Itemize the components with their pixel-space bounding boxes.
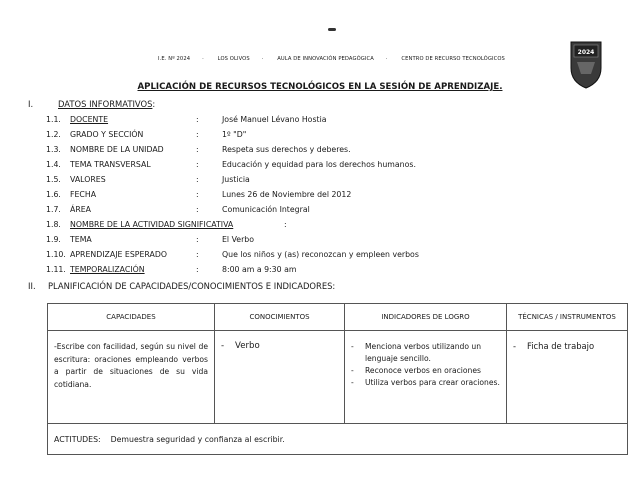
section-datos-informativos: I. DATOS INFORMATIVOS:	[28, 99, 156, 109]
aula-label: AULA DE INNOVACIÓN PEDAGÓGICA	[277, 56, 374, 62]
centro-label: CENTRO DE RECURSO TECNOLÓGICOS	[401, 56, 505, 62]
header-indicadores: INDICADORES DE LOGRO	[345, 304, 507, 331]
actitudes-label: ACTITUDES:	[54, 434, 101, 444]
header-capacidades: CAPACIDADES	[48, 304, 215, 331]
table-header-row	[48, 304, 628, 331]
table-row: -Escribe con facilidad, según su nivel de escritura: oraciones empleando verbos a partir de situaciones de su vida cotidiana. - Verbo - Menciona verbos utilizando un lenguaje sencillo. - Reconoce verbos en oraciones - Utiliza verbos para crear oraciones. - Ficha de trabajo	[48, 331, 628, 424]
section-1-label: DATOS INFORMATIVOS	[58, 99, 153, 109]
section-planificacion: II. PLANIFICACIÓN DE CAPACIDADES/CONOCIMIENTOS E INDICADORES:	[28, 281, 336, 291]
document-header: I.E. Nº 2024 · LOS OLIVOS · AULA DE INNOVACIÓN PEDAGÓGICA · CENTRO DE RECURSO TECNOLÓGICOS	[158, 56, 505, 62]
header-tecnicas: TÉCNICAS / INSTRUMENTOS	[507, 304, 628, 331]
scan-mark	[328, 28, 336, 31]
list-item: - Reconoce verbos en oraciones	[351, 366, 481, 375]
page-title: APLICACIÓN DE RECURSOS TECNOLÓGICOS EN LA SESIÓN DE APRENDIZAJE.	[137, 82, 503, 92]
planning-table	[47, 303, 628, 455]
header-conocimientos: CONOCIMIENTOS	[215, 304, 345, 331]
list-item: - Utiliza verbos para crear oraciones.	[351, 378, 500, 387]
capacidades-cell: -Escribe con facilidad, según su nivel de escritura: oraciones empleando verbos a partir de situaciones de su vida cotidiana.	[54, 342, 208, 389]
tecnicas-cell: Ficha de trabajo	[527, 341, 595, 351]
actitudes-row	[48, 424, 628, 455]
crest-number: 2024	[577, 49, 595, 56]
school-name: I.E. Nº 2024	[158, 56, 191, 62]
school-location: LOS OLIVOS	[217, 56, 250, 62]
indicadores-list	[351, 341, 500, 389]
actitudes-value: Demuestra seguridad y confianza al escribir.	[110, 434, 285, 444]
conocimientos-cell: Verbo	[235, 341, 260, 351]
list-item: - Menciona verbos utilizando un lenguaje sencillo.	[351, 342, 482, 363]
section-2-label: PLANIFICACIÓN DE CAPACIDADES/CONOCIMIENTOS E INDICADORES:	[48, 281, 336, 291]
